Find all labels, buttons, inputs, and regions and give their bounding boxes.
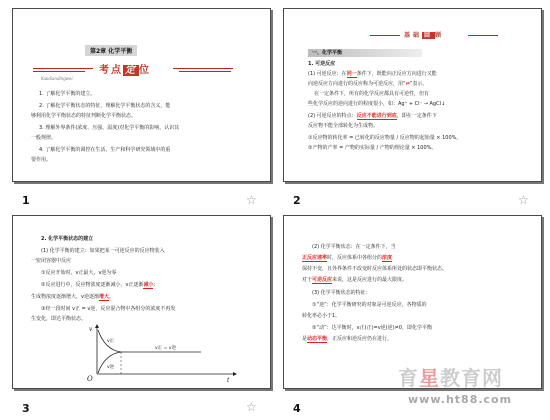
text-line: 对于可逆反应来说，这是反应进行的最大限度。 xyxy=(302,277,408,283)
favorite-star-icon[interactable]: ☆ xyxy=(246,400,257,414)
jichu-rule-left xyxy=(370,35,400,36)
text-line: 向逆反应方向进行的反应称为可逆反应，用“⇌”表示。 xyxy=(308,81,428,87)
slide-number: 1 xyxy=(22,194,30,207)
text-line: 生成物浓度逐渐增大，v逆逐渐增大。 xyxy=(31,294,114,300)
slide-number: 4 xyxy=(293,402,301,415)
kaodian-heading: 考点 定 位 xyxy=(99,65,151,76)
section-header: 一、化学平衡 xyxy=(308,49,422,57)
text-line: ①反应开始时，v正最大，v逆为零 xyxy=(41,270,117,276)
objective-line: 2. 了解化学平衡状态的特征，理解化学平衡状态的含义，能 xyxy=(39,103,171,109)
text-line: (1) 可逆反应：在同一条件下，既能向正反应方向进行又能 xyxy=(308,71,437,77)
text-line: ①“逆”：化学平衡研究的对象是可逆反应，各物质的 xyxy=(312,302,427,308)
origin-label: O xyxy=(87,375,93,383)
axis-label-v: v xyxy=(89,326,93,333)
section-heading: 2. 化学平衡状态的建立 xyxy=(41,236,94,242)
text-line: ②反应进行中，反应物浓度逐渐减小，v正逐渐减小； xyxy=(41,282,159,288)
text-line: 是动态平衡，正反应和逆反应仍在进行。 xyxy=(302,336,393,342)
text-line: 保持不变，且外界条件不改变时反应体系所处的状态即平衡状态。 xyxy=(302,266,448,272)
objective-line: 一般规律。 xyxy=(31,135,57,141)
text-line: (2) 可逆反应的特点：反应不能进行到底，即在一定条件下 xyxy=(308,113,437,119)
jichu-rule-right xyxy=(468,35,498,36)
text-line: (1) 化学平衡的建立：如果把某一可逆反应的反应物装入 xyxy=(41,248,165,254)
text-line: (3) 化学平衡状态的特征： xyxy=(312,290,371,296)
text-line: ①反应物的转化率 = 已转化的反应物量 / 反应物的起始量 × 100%。 xyxy=(308,135,462,141)
label-vni: v逆 xyxy=(107,365,115,370)
text-line: 反应物不能全部转化为生成物。 xyxy=(308,123,379,129)
kaodian-rule-right-2 xyxy=(179,71,231,72)
subheading: 1. 可逆反应 xyxy=(308,61,336,67)
favorite-star-icon[interactable]: ☆ xyxy=(518,193,529,207)
text-line: 些化学反应的逆向进行的程度很小，如：Ag⁺ + Cl⁻ → AgCl↓ xyxy=(308,101,446,107)
label-vzheng: v正 xyxy=(107,339,115,344)
axis-label-t: t xyxy=(227,377,230,384)
kaodian-rule-left xyxy=(33,68,93,69)
slide-number: 3 xyxy=(22,402,30,415)
label-equilibrium: v正 = v逆 xyxy=(155,346,176,351)
site-watermark-url: www.ht88.com xyxy=(408,393,513,406)
site-watermark-logo: 育星教育网 xyxy=(398,366,503,390)
text-line: ②“动”：达平衡时，v正(正)=v逆(逆)≠0，即化学平衡 xyxy=(312,325,432,331)
slide-3-thumbnail[interactable] xyxy=(12,215,271,389)
rate-time-graph xyxy=(81,322,241,384)
chapter-title: 第2章 化学平衡 xyxy=(85,45,137,56)
objective-line: 1. 了解化学平衡的建立。 xyxy=(39,91,96,97)
text-line: ③经一段时间 v正 = v逆，反应混合物中各组分的浓度不再发 xyxy=(41,306,176,312)
objective-line: 4. 了解化学平衡的调控在生活、生产和科学研究领域中的重 xyxy=(39,147,171,153)
favorite-star-icon[interactable]: ☆ xyxy=(246,193,257,207)
text-line: 生变化，即达平衡状态。 xyxy=(31,316,87,322)
kaodian-rule-right xyxy=(173,68,233,69)
jichu-heading: 基础 回 顾 xyxy=(404,32,445,39)
text-line: ②产物的产率 = 产物的实际量 / 产物的理论量 × 100%。 xyxy=(308,145,437,151)
slide-1-thumbnail[interactable] xyxy=(12,8,271,182)
text-line: 正反应速率时，反应体系中各组分的浓度 xyxy=(302,255,393,261)
objective-line: 要作用。 xyxy=(31,157,52,163)
text-line: 在一定条件下，所有的化学反应都具有可逆性，但有 xyxy=(314,91,430,97)
y-axis-arrow-icon xyxy=(95,324,99,328)
x-axis-arrow-icon xyxy=(233,372,237,376)
objective-line: 够利用化学平衡状态的特征判断化学平衡状态。 xyxy=(31,113,137,119)
objective-line: 3. 理解外界条件(浓度、压强、温度)对化学平衡的影响，认识其 xyxy=(39,125,180,131)
kaodian-subtitle: Kaodiandingwei xyxy=(41,76,73,81)
text-line: (2) 化学平衡状态：在一定条件下，当 xyxy=(312,244,396,250)
kaodian-rule-left-2 xyxy=(33,71,85,72)
text-line: 转化率必小于1。 xyxy=(302,313,341,319)
slide-2-thumbnail[interactable] xyxy=(283,8,542,182)
text-line: 一密闭容器中反应 xyxy=(31,258,72,264)
slide-number: 2 xyxy=(293,194,301,207)
